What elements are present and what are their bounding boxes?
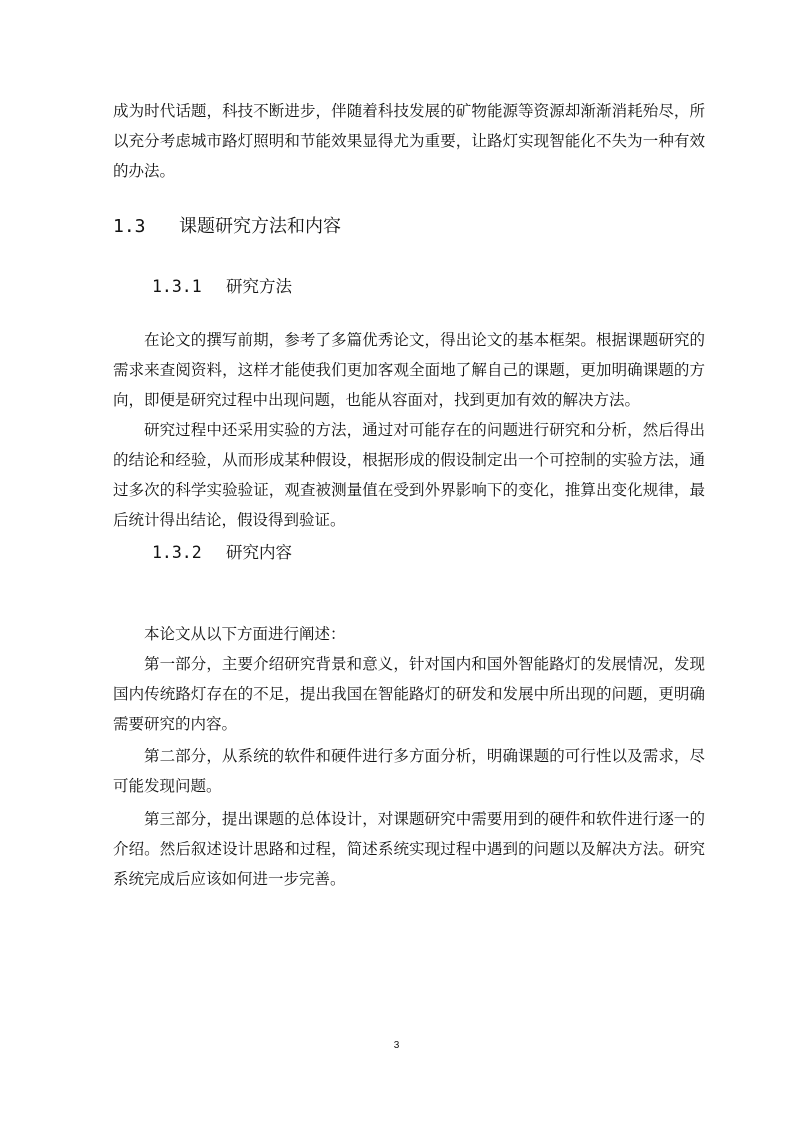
contents-part-1-paragraph: 第一部分，主要介绍研究背景和意义，针对国内和国外智能路灯的发展情况，发现国内传统路灯存在的不足，提出我国在智能路灯的研发和发展中所出现的问题，更明确需要研究的内容。 xyxy=(113,655,705,733)
methods-paragraph-2: 研究过程中还采用实验的方法，通过对可能存在的问题进行研究和分析，然后得出的结论和经验，从而形成某种假设，根据形成的假设制定出一个可控制的实验方法，通过多次的科学实验验证，观查被测量值在受到外界影响下的变化，推算出变化规律，最后统计得出结论，假设得到验证。 xyxy=(113,421,705,529)
section-1-3-2-heading xyxy=(152,541,292,565)
contents-intro-paragraph: 本论文从以下方面进行阐述： xyxy=(144,625,346,643)
section-1-3-1-heading xyxy=(152,275,292,299)
subsection-title: 研究方法 xyxy=(226,277,292,296)
subsection-number: 1.3.2 xyxy=(152,543,202,562)
subsection-title: 研究内容 xyxy=(226,543,292,562)
contents-part-2-paragraph: 第二部分，从系统的软件和硬件进行多方面分析，明确课题的可行性以及需求，尽可能发现问题。 xyxy=(113,747,705,795)
subsection-number: 1.3.1 xyxy=(152,277,202,296)
section-title: 课题研究方法和内容 xyxy=(179,216,341,237)
contents-part-3-paragraph: 第三部分，提出课题的总体设计，对课题研究中需要用到的硬件和软件进行逐一的介绍。然后叙述设计思路和过程，简述系统实现过程中遇到的问题以及解决方法。研究系统完成后应该如何进一步完善。 xyxy=(113,810,705,888)
section-1-3-heading xyxy=(113,214,341,240)
intro-continued-paragraph: 成为时代话题，科技不断进步，伴随着科技发展的矿物能源等资源却渐渐消耗殆尽，所以充分考虑城市路灯照明和节能效果显得尤为重要，让路灯实现智能化不失为一种有效的办法。 xyxy=(113,102,705,180)
page-number: 3 xyxy=(393,1040,400,1051)
section-number: 1.3 xyxy=(113,216,146,237)
methods-paragraph-1: 在论文的撰写前期，参考了多篇优秀论文，得出论文的基本框架。根据课题研究的需求来查阅资料，这样才能使我们更加客观全面地了解自己的课题，更加明确课题的方向，即便是研究过程中出现问题，也能从容面对，找到更加有效的解决方法。 xyxy=(113,331,705,409)
